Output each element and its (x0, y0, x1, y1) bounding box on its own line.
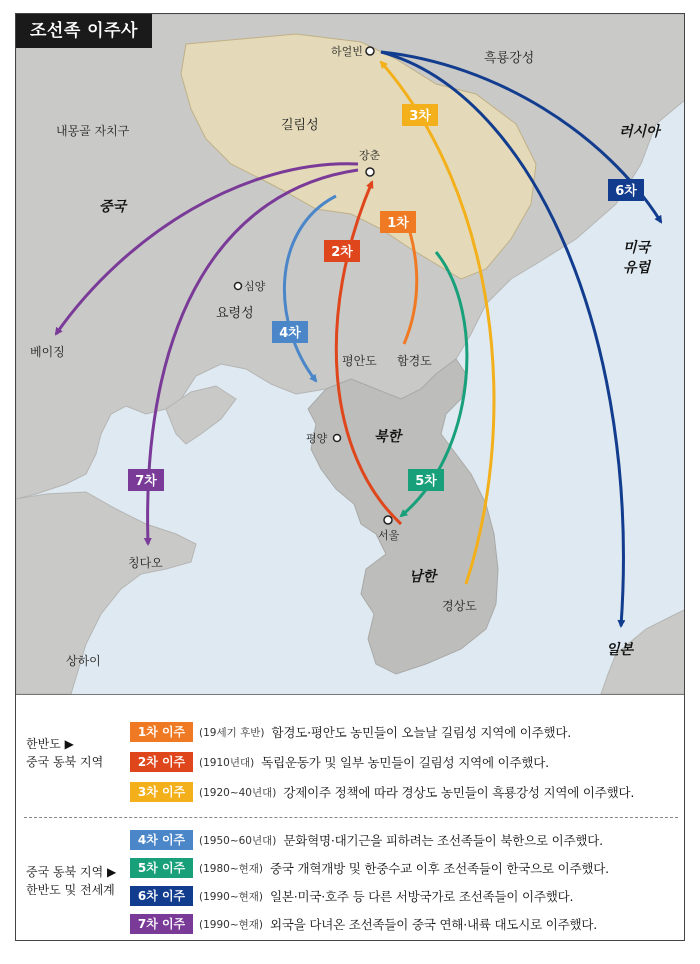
arrow-badge-m2 (324, 240, 360, 262)
label-russia: 러시아 (619, 124, 660, 140)
desc-m4: 문화혁명·대기근을 피하려는 조선족들이 북한으로 이주했다. (283, 833, 603, 848)
label-changchun: 장춘 (359, 149, 381, 162)
legend-row-m1 (130, 721, 571, 743)
label-europe: 유럽 (623, 260, 651, 276)
period-m6: (1990~현재) (199, 890, 263, 903)
migration-map (16, 14, 685, 694)
badge-m7: 7차 이주 (130, 914, 193, 934)
period-m5: (1980~현재) (199, 862, 263, 875)
period-m7: (1990~현재) (199, 918, 263, 931)
label-north-korea: 북한 (374, 429, 402, 445)
svg-text:1차: 1차 (387, 216, 409, 231)
label-pyongyang: 평양 (306, 432, 328, 445)
label-jilin: 길림성 (281, 118, 319, 133)
label-inner-mongolia: 내몽골 자치구 (56, 124, 130, 138)
desc-m3: 강제이주 정책에 따라 경상도 농민들이 흑룡강성 지역에 이주했다. (283, 785, 635, 800)
legend-row-m7 (130, 913, 597, 935)
badge-m2: 2차 이주 (130, 752, 193, 772)
label-shenyang: 심양 (244, 280, 266, 293)
seoul-marker (384, 516, 392, 524)
label-heilongjiang: 흑룡강성 (484, 51, 535, 66)
legend-row-m6 (130, 885, 573, 907)
desc-m1: 함경도·평안도 농민들이 오늘날 길림성 지역에 이주했다. (271, 725, 572, 740)
page-title: 조선족 이주사 (16, 14, 152, 48)
arrow-badge-m7 (128, 469, 164, 491)
legend-row-m2 (130, 751, 549, 773)
label-gyeongsang: 경상도 (442, 599, 477, 613)
label-china: 중국 (99, 199, 127, 215)
arrow-badge-m4 (272, 321, 308, 343)
svg-text:4차: 4차 (279, 326, 301, 341)
badge-m1: 1차 이주 (130, 722, 193, 742)
badge-m6: 6차 이주 (130, 886, 193, 906)
label-shanghai: 상하이 (66, 654, 101, 668)
label-pyongan: 평안도 (342, 354, 377, 368)
badge-m5: 5차 이주 (130, 858, 193, 878)
desc-m6: 일본·미국·호주 등 다른 서방국가로 조선족들이 이주했다. (270, 889, 574, 904)
arrow-badge-m6 (608, 179, 644, 201)
legend-divider (24, 817, 678, 818)
label-seoul: 서울 (378, 529, 400, 542)
desc-m7: 외국을 다녀온 조선족들이 중국 연해·내륙 대도시로 이주했다. (270, 917, 598, 932)
period-m2: (1910년대) (199, 756, 255, 769)
label-usa: 미국 (623, 240, 651, 256)
legend (16, 694, 685, 941)
shenyang-marker (235, 283, 242, 290)
changchun-marker (366, 168, 374, 176)
arrow-badge-m1 (380, 211, 416, 233)
period-m3: (1920~40년대) (199, 786, 277, 799)
svg-text:2차: 2차 (331, 245, 353, 260)
legend-row-m4 (130, 829, 603, 851)
badge-m4: 4차 이주 (130, 830, 193, 850)
harbin-marker (366, 47, 374, 55)
arrow-badge-m3 (402, 104, 438, 126)
svg-text:5차: 5차 (415, 474, 437, 489)
legend-group1-line2: 중국 동북 지역 (26, 755, 104, 769)
legend-group2-line2: 한반도 및 전세계 (26, 883, 115, 897)
pyongyang-marker (334, 435, 341, 442)
label-beijing: 베이징 (30, 345, 65, 359)
label-harbin: 하얼빈 (331, 45, 363, 58)
badge-m3: 3차 이주 (130, 782, 193, 802)
migration-infographic (15, 13, 685, 941)
arrow-badge-m5 (408, 469, 444, 491)
label-liaoning: 요령성 (216, 306, 254, 321)
svg-text:3차: 3차 (409, 109, 431, 124)
label-qingdao: 칭다오 (128, 556, 163, 570)
svg-text:7차: 7차 (135, 474, 157, 489)
svg-text:6차: 6차 (615, 184, 637, 199)
label-japan: 일본 (606, 642, 634, 658)
label-south-korea: 남한 (409, 569, 437, 585)
desc-m5: 중국 개혁개방 및 한중수교 이후 조선족들이 한국으로 이주했다. (270, 861, 609, 876)
label-hamgyong: 함경도 (397, 354, 432, 368)
legend-group2-label (26, 863, 116, 899)
legend-group1-line1: 한반도 ▶ (26, 737, 74, 751)
legend-row-m3 (130, 781, 634, 803)
period-m1: (19세기 후반) (199, 726, 265, 739)
desc-m2: 독립운동가 및 일부 농민들이 길림성 지역에 이주했다. (261, 755, 549, 770)
legend-group1-label (26, 735, 103, 771)
legend-row-m5 (130, 857, 609, 879)
legend-group2-line1: 중국 동북 지역 ▶ (26, 865, 117, 879)
period-m4: (1950~60년대) (199, 834, 277, 847)
